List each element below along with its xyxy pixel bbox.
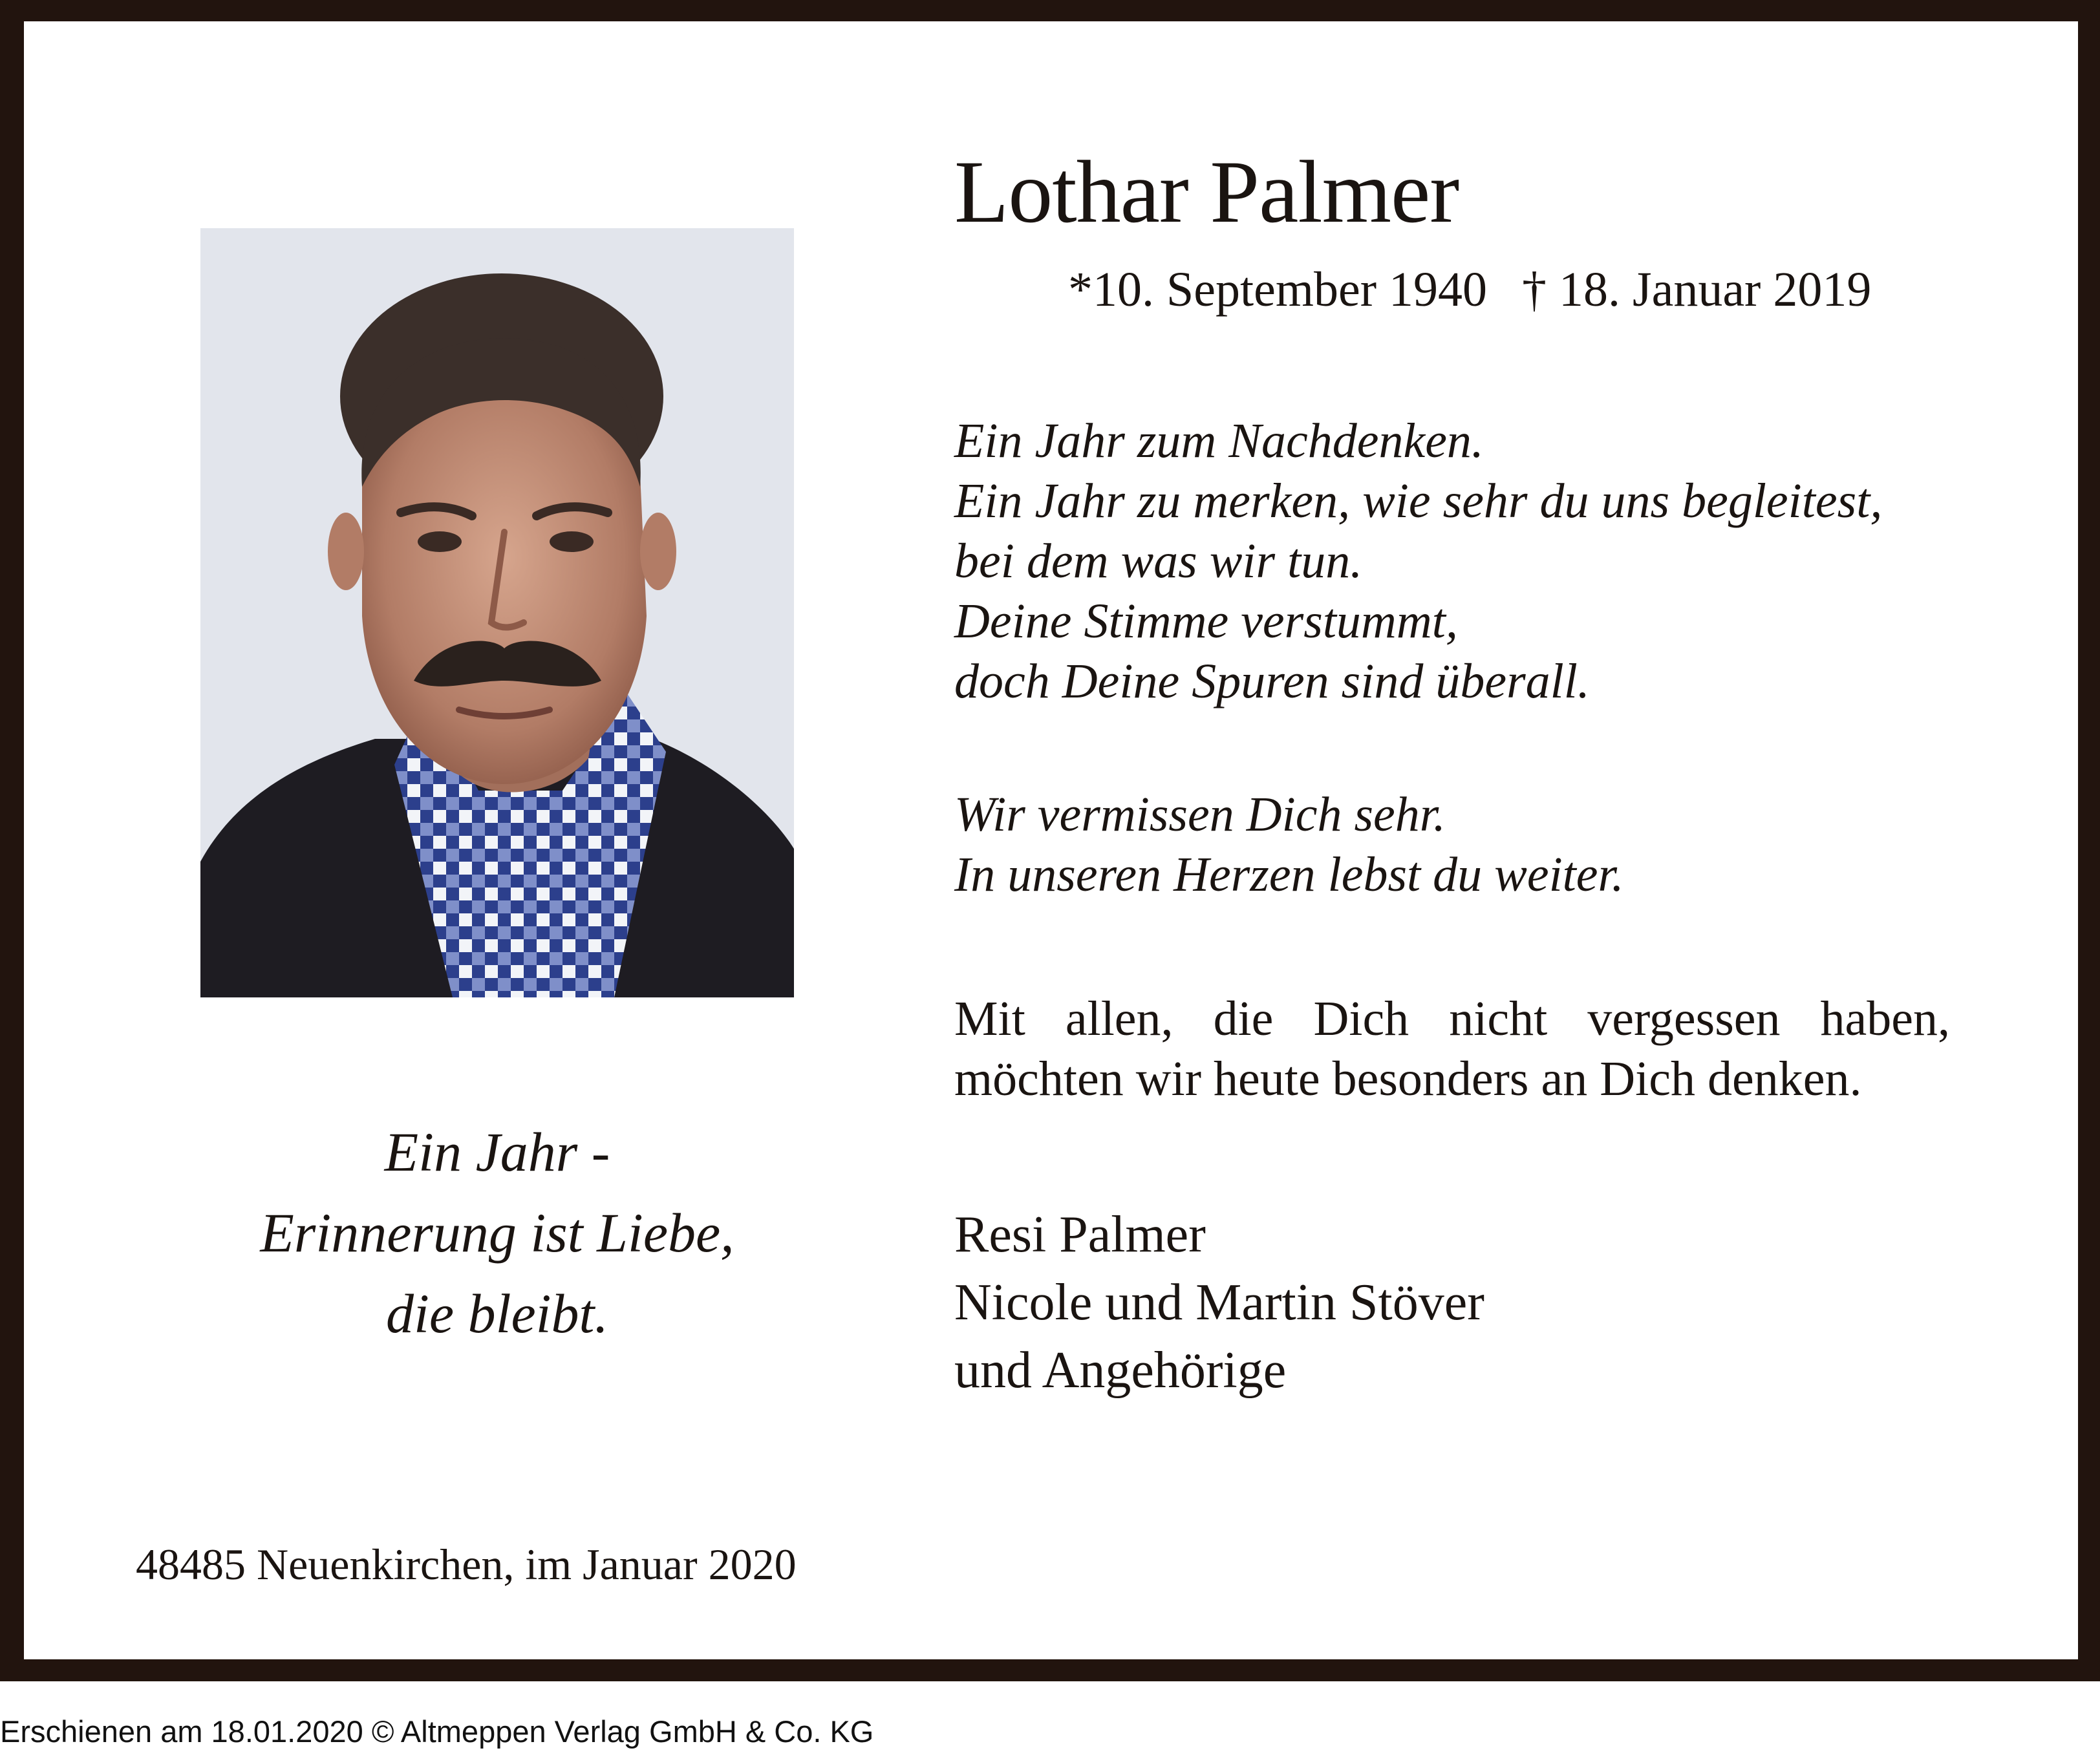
memorial-quote: [200, 1112, 794, 1354]
poem-line: doch Deine Spuren sind überall.: [954, 654, 1590, 708]
quote-line: die bleibt.: [386, 1282, 608, 1345]
closing-line: möchten wir heute besonders an Dich denken.: [954, 1052, 1862, 1106]
poem-line: In unseren Herzen lebst du weiter.: [954, 847, 1624, 902]
quote-line: Ein Jahr -: [384, 1121, 610, 1183]
publication-credit: Erschienen am 18.01.2020 © Altmeppen Verlag GmbH & Co. KG: [0, 1714, 874, 1749]
poem-line: bei dem was wir tun.: [954, 534, 1363, 588]
poem-line: Ein Jahr zum Nachdenken.: [954, 414, 1484, 468]
closing-line: Mit allen, die Dich nicht vergessen haben,: [954, 992, 1950, 1046]
closing-text: [954, 989, 1950, 1109]
poem-stanza-1: [954, 411, 1882, 712]
signer-line: Resi Palmer: [954, 1206, 1206, 1263]
deceased-name: Lothar Palmer: [954, 142, 1459, 241]
quote-line: Erinnerung ist Liebe,: [260, 1202, 734, 1264]
poem-line: Ein Jahr zu merken, wie sehr du uns begleitest,: [954, 474, 1883, 528]
place-and-date: 48485 Neuenkirchen, im Januar 2020: [136, 1540, 797, 1589]
signer-line: und Angehörige: [954, 1342, 1287, 1399]
portrait-photo: [200, 228, 794, 997]
poem-line: Wir vermissen Dich sehr.: [954, 787, 1446, 842]
poem-stanza-2: [954, 785, 1624, 905]
poem-line: Deine Stimme verstummt,: [954, 594, 1458, 648]
life-dates: [1068, 262, 1872, 317]
birth-date: *10. September 1940: [1068, 262, 1488, 317]
signers: [954, 1201, 1484, 1405]
signer-line: Nicole und Martin Stöver: [954, 1274, 1484, 1331]
death-date: † 18. Januar 2019: [1522, 262, 1872, 317]
